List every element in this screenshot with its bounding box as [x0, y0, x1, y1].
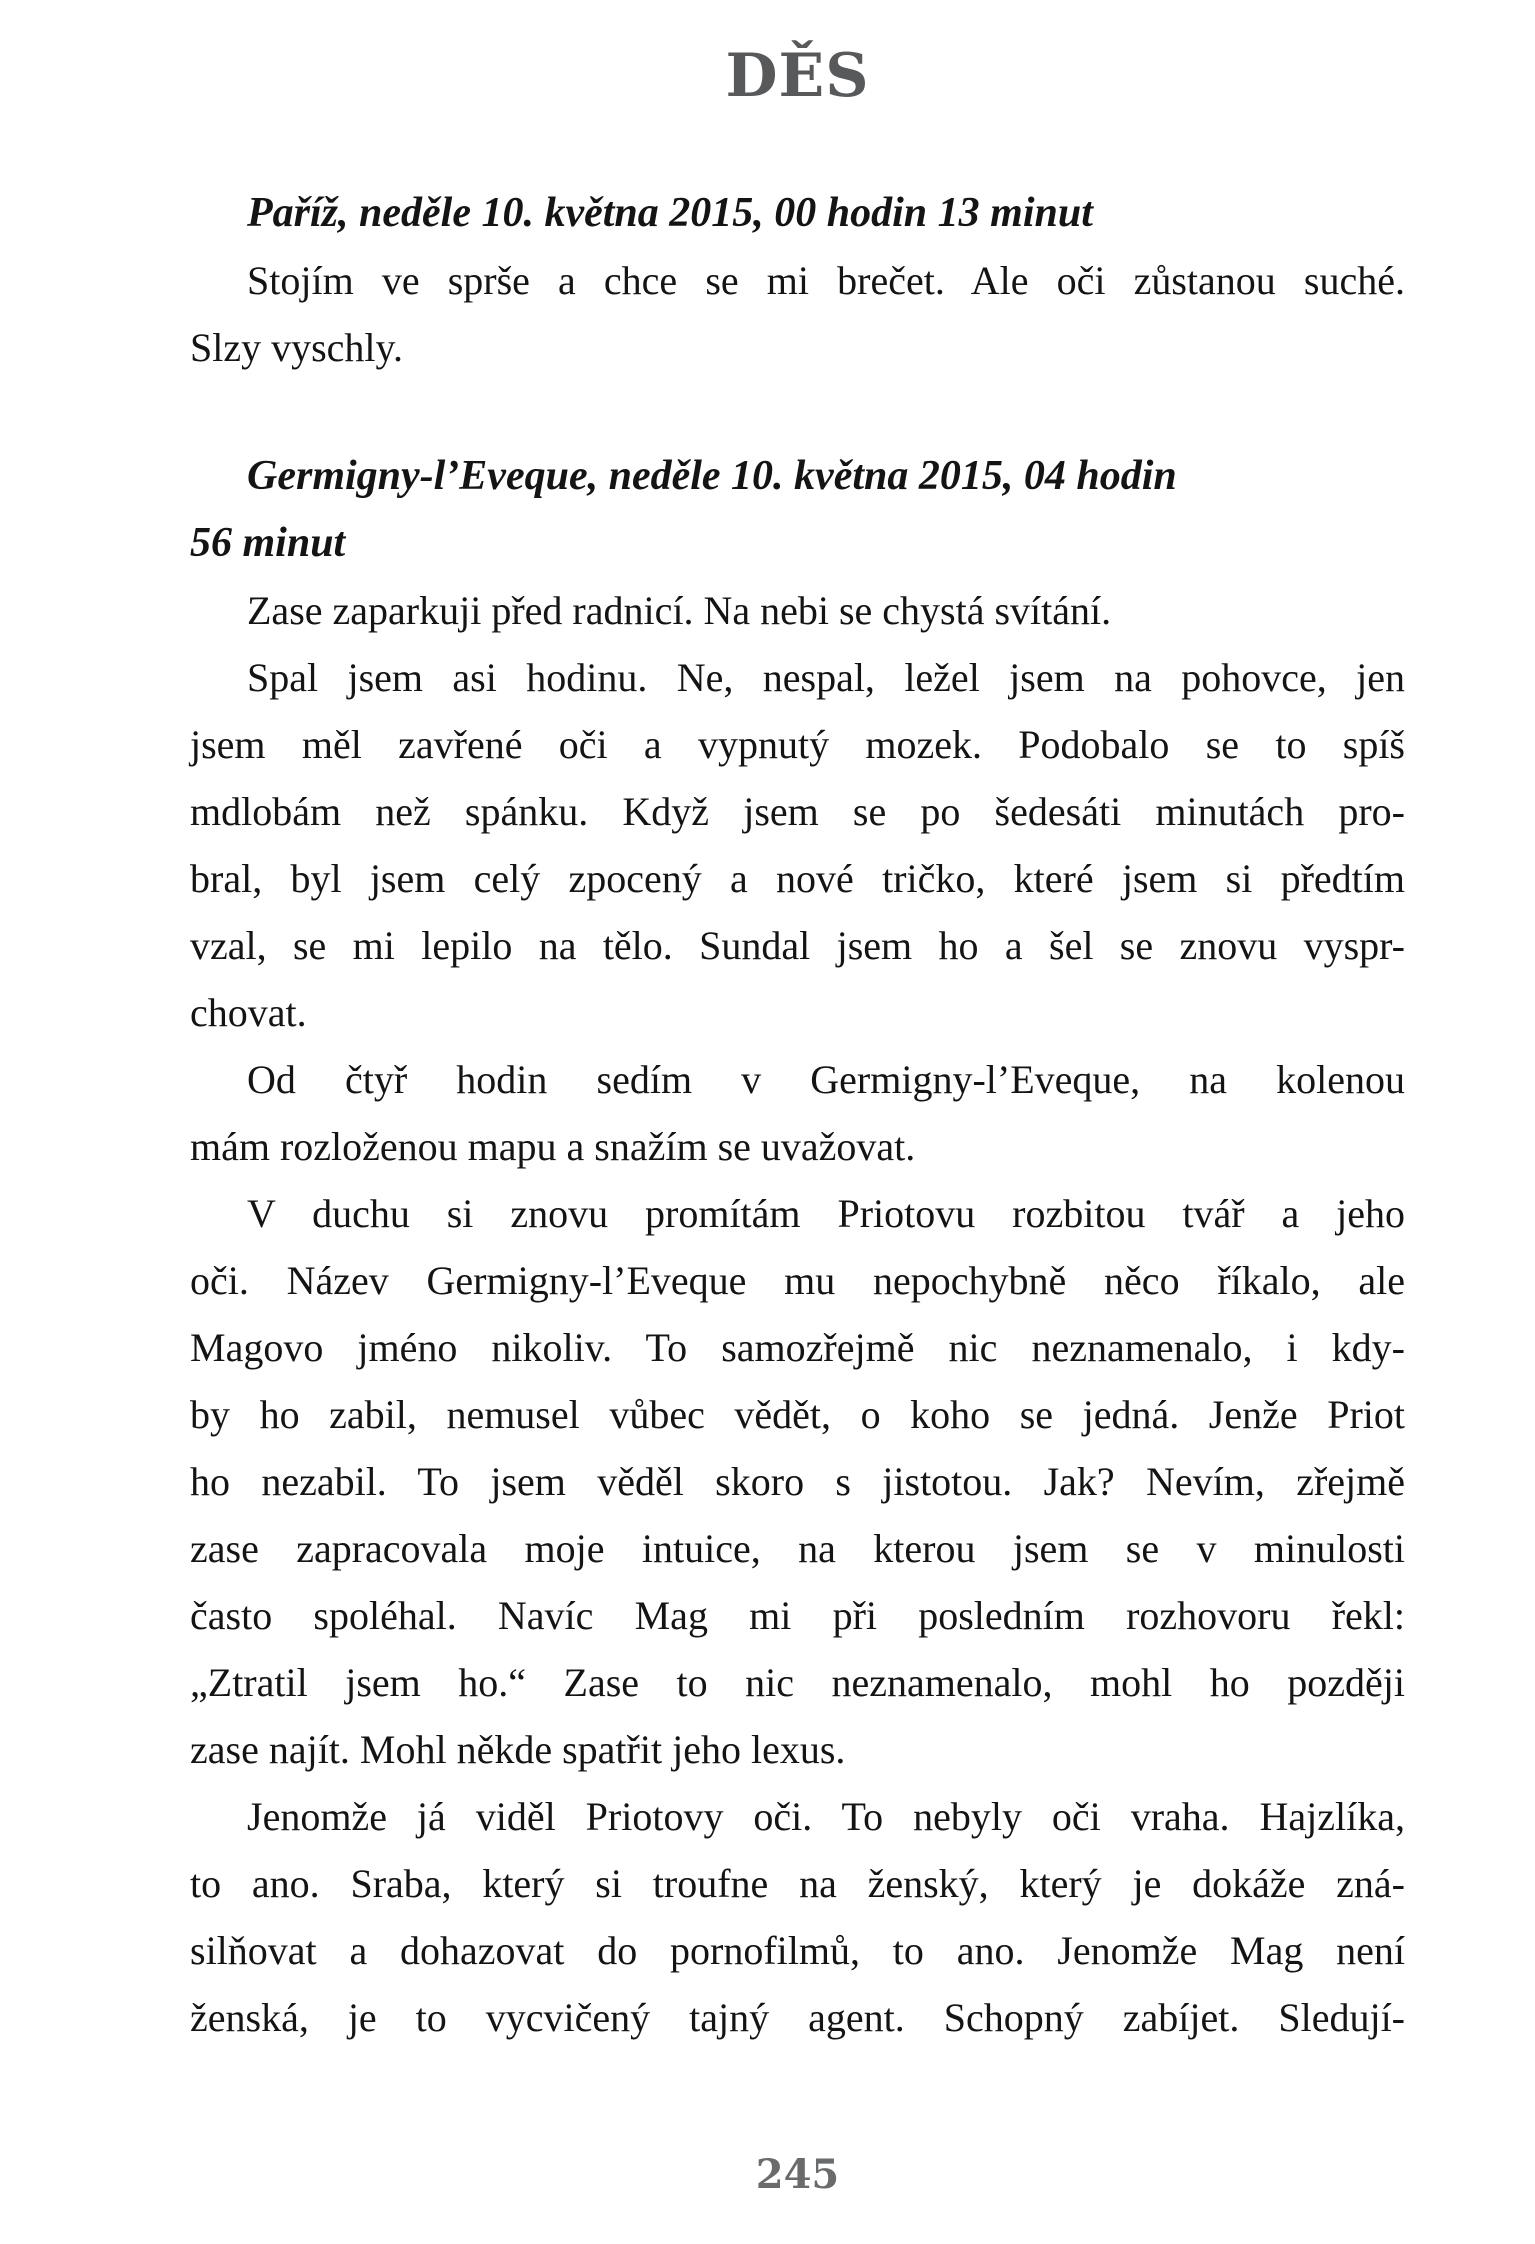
text-line: zase najít. Mohl někde spatřit jeho lexus. — [190, 1727, 846, 1772]
text-line: ženská, je to vycvičený tajný agent. Schopný zabíjet. Sledují- — [190, 1995, 1405, 2040]
text-line: Slzy vyschly. — [190, 325, 403, 370]
paragraph — [190, 1046, 1405, 1180]
text-line: Magovo jméno nikoliv. To samozřejmě nic neznamenalo, i kdy- — [190, 1325, 1405, 1370]
heading-line: 56 minut — [190, 520, 346, 566]
text-line: Spal jsem asi hodinu. Ne, nespal, ležel jsem na pohovce, jen — [247, 655, 1405, 700]
text-line: to ano. Sraba, který si troufne na ženský, který je dokáže zná- — [190, 1861, 1405, 1906]
heading-line: Germigny-l’Eveque, neděle 10. května 2015, 04 hodin — [247, 453, 1177, 499]
paragraph — [190, 247, 1405, 381]
page-number: 245 — [755, 2151, 840, 2198]
section-heading — [190, 443, 1405, 577]
text-line: chovat. — [190, 990, 307, 1035]
text-line: mám rozloženou mapu a snažím se uvažovat. — [190, 1124, 916, 1169]
text-line: zase zapracovala moje intuice, na kterou jsem se v minulosti — [190, 1526, 1405, 1571]
paragraph — [190, 577, 1405, 644]
text-line: oči. Název Germigny-l’Eveque mu nepochybně něco říkalo, ale — [190, 1258, 1405, 1303]
text-line: Od čtyř hodin sedím v Germigny-l’Eveque, na kolenou — [247, 1057, 1405, 1102]
text-line: Stojím ve sprše a chce se mi brečet. Ale oči zůstanou suché. — [247, 258, 1405, 303]
text-line: bral, byl jsem celý zpocený a nové tričko, které jsem si předtím — [190, 856, 1405, 901]
chapter-title: DĚS — [725, 41, 870, 111]
text-line: V duchu si znovu promítám Priotovu rozbitou tvář a jeho — [247, 1191, 1405, 1236]
heading-line: Paříž, neděle 10. května 2015, 00 hodin 13 minut — [247, 190, 1093, 236]
text-line: silňovat a dohazovat do pornofilmů, to ano. Jenomže Mag není — [190, 1928, 1405, 1973]
text-line: vzal, se mi lepilo na tělo. Sundal jsem ho a šel se znovu vyspr- — [190, 923, 1405, 968]
text-line: Jenomže já viděl Priotovy oči. To nebyly oči vraha. Hajzlíka, — [247, 1794, 1405, 1839]
paragraph — [190, 1783, 1405, 2051]
paragraph — [190, 644, 1405, 1046]
text-line: jsem měl zavřené oči a vypnutý mozek. Podobalo se to spíš — [190, 722, 1405, 767]
paragraph — [190, 1180, 1405, 1783]
text-line: mdlobám než spánku. Když jsem se po šedesáti minutách pro- — [190, 789, 1405, 834]
text-line: Zase zaparkuji před radnicí. Na nebi se chystá svítání. — [247, 588, 1112, 633]
text-line: „Ztratil jsem ho.“ Zase to nic neznamenalo, mohl ho později — [190, 1660, 1405, 1705]
section-heading — [190, 180, 1405, 247]
text-line: ho nezabil. To jsem věděl skoro s jistotou. Jak? Nevím, zřejmě — [190, 1459, 1405, 1504]
text-column — [190, 180, 1405, 2051]
text-line: často spoléhal. Navíc Mag mi při posledním rozhovoru řekl: — [190, 1593, 1405, 1638]
text-line: by ho zabil, nemusel vůbec vědět, o koho se jedná. Jenže Priot — [190, 1392, 1405, 1437]
